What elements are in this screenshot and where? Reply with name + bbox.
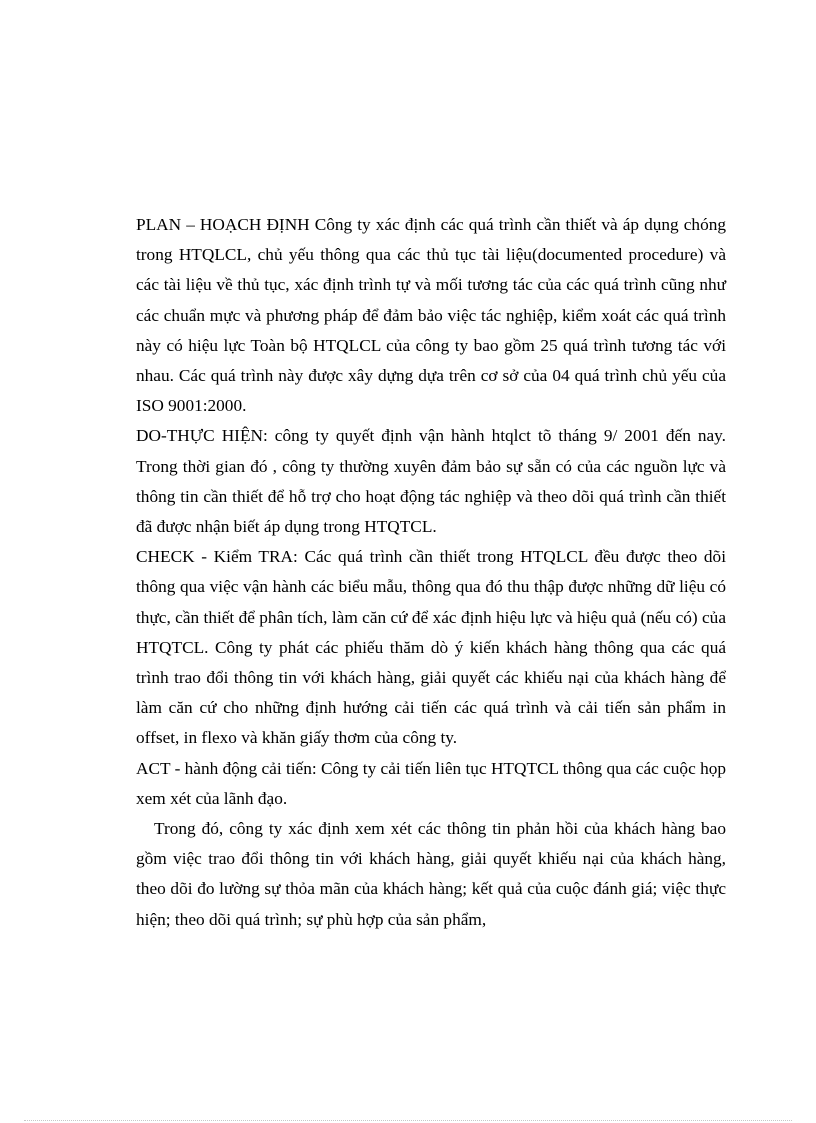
page-bottom-divider [24,1120,792,1121]
paragraph-do: DO-THỰC HIỆN: công ty quyết định vận hành htqlct tõ tháng 9/ 2001 đến nay. Trong thời gian đó , công ty thường xuyên đảm bảo sự sẵn có của các nguồn lực và thông tin cần thiết để hỗ trợ cho hoạt động tác nghiệp và theo dõi quá trình cần thiết đã được nhận biết áp dụng trong HTQTCL. [136,426,726,537]
document-body [136,210,726,935]
paragraph-check: CHECK - Kiểm TRA: Các quá trình cần thiết trong HTQLCL đều được theo dõi thông qua việc vận hành các biểu mẫu, thông qua đó thu thập được những dữ liệu có thực, cần thiết để phân tích, làm căn cứ để xác định hiệu lực và hiệu quả (nếu có) của HTQTCL. Công ty phát các phiếu thăm dò ý kiến khách hàng thông qua các quá trình trao đổi thông tin với khách hàng, giải quyết các khiếu nại của khách hàng để làm căn cứ cho những định hướng cải tiến các quá trình và cải tiến sản phẩm in offset, in flexo và khăn giấy thơm của công ty. [136,547,726,748]
paragraph-review: Trong đó, công ty xác định xem xét các thông tin phản hồi của khách hàng bao gồm việc trao đổi thông tin với khách hàng, giải quyết khiếu nại của khách hàng, theo dõi đo lường sự thỏa mãn của khách hàng; kết quả của cuộc đánh giá; việc thực hiện; theo dõi quá trình; sự phù hợp của sản phẩm, [136,819,726,929]
paragraph-plan: PLAN – HOẠCH ĐỊNH Công ty xác định các quá trình cần thiết và áp dụng chóng trong HTQLCL, chủ yếu thông qua các thủ tục tài liệu(documented procedure) và các tài liệu về thủ tục, xác định trình tự và mối tương tác của các quá trình cũng như các chuẩn mực và phương pháp để đảm bảo việc tác nghiệp, kiểm xoát các quá trình này có hiệu lực Toàn bộ HTQLCL của công ty bao gồm 25 quá trình tương tác với nhau. Các quá trình này được xây dựng dựa trên cơ sở của 04 quá trình chủ yếu của ISO 9001:2000. [136,215,726,416]
paragraph-act: ACT - hành động cải tiến: Công ty cải tiến liên tục HTQTCL thông qua các cuộc họp xem xét của lãnh đạo. [136,758,726,808]
